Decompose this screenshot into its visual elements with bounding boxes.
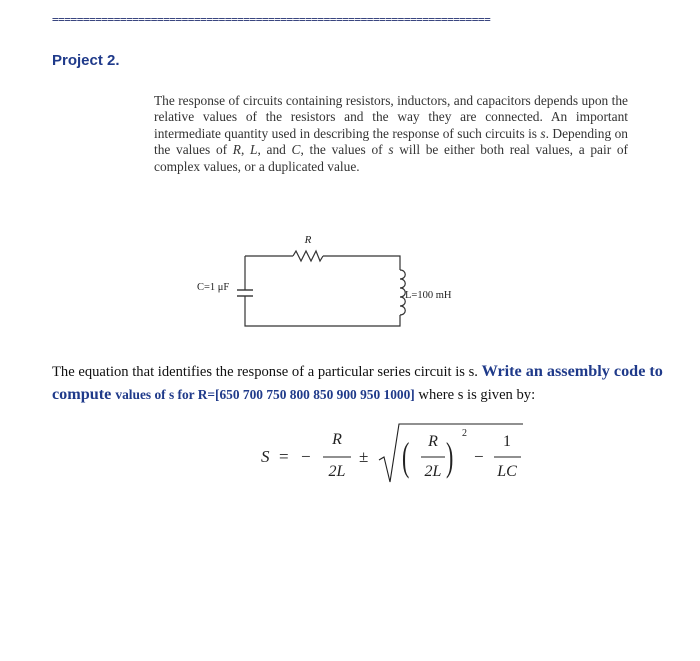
para-var-c: C <box>291 142 301 158</box>
circuit-wire <box>245 256 400 326</box>
formula-minus-2: − <box>474 447 484 466</box>
formula-plus-minus: ± <box>359 447 369 466</box>
task-emphasis-1: Write an assembly code to compute <box>52 362 663 403</box>
formula-equals: = <box>279 447 289 466</box>
formula-minus: − <box>301 447 311 466</box>
para-text-1: The response of circuits containing resistors, inductors, and capacitors depends upon the relative values of the resistors and the way they are connected. An important intermediate quantity used in describing the response of such circuits is <box>154 93 628 141</box>
para-var-r: R <box>232 142 241 158</box>
rlc-circuit-diagram <box>195 228 485 338</box>
task-text-1: The equation that identifies the response of a particular series circuit is s. <box>52 364 482 380</box>
formula-den-2l-2: 2L <box>424 463 442 480</box>
para-text-2: . Depending on the values of <box>154 125 628 158</box>
para-text-3: , the values of <box>300 142 389 158</box>
formula-paren-open: ( <box>402 434 410 479</box>
formula-paren-close: ) <box>446 434 454 479</box>
para-sep-2: , and <box>257 142 292 158</box>
para-sep-1: , <box>240 142 251 158</box>
formula-lhs: S <box>261 447 270 466</box>
task-emphasis-2: values of s for R=[650 700 750 800 850 900 950 1000] <box>115 387 415 402</box>
inductor-label: L=100 mH <box>405 290 452 301</box>
capacitor-label: C=1 μF <box>197 282 230 293</box>
project-title: Project 2. <box>52 52 120 69</box>
formula-num-1: 1 <box>503 433 511 450</box>
formula-den-lc: LC <box>497 463 517 480</box>
para-var-l: L <box>250 142 258 158</box>
capacitor-symbol <box>237 290 253 303</box>
formula-num-r: R <box>332 431 342 448</box>
s-formula <box>255 420 535 490</box>
resistor-symbol <box>293 251 323 261</box>
formula-num-r-2: R <box>428 433 438 450</box>
task-text-2: where s is given by: <box>414 387 536 403</box>
formula-exponent: 2 <box>462 428 467 439</box>
para-var-s2: s <box>388 142 394 158</box>
resistor-label: R <box>304 234 312 246</box>
para-var-s: s <box>540 125 546 141</box>
task-statement <box>52 360 682 406</box>
formula-den-2l: 2L <box>328 463 346 480</box>
divider-line: ======================================================================= <box>52 14 491 26</box>
intro-paragraph <box>154 93 628 175</box>
para-text-4: will be either both real values, a pair of complex values, or a duplicated value. <box>154 142 629 174</box>
